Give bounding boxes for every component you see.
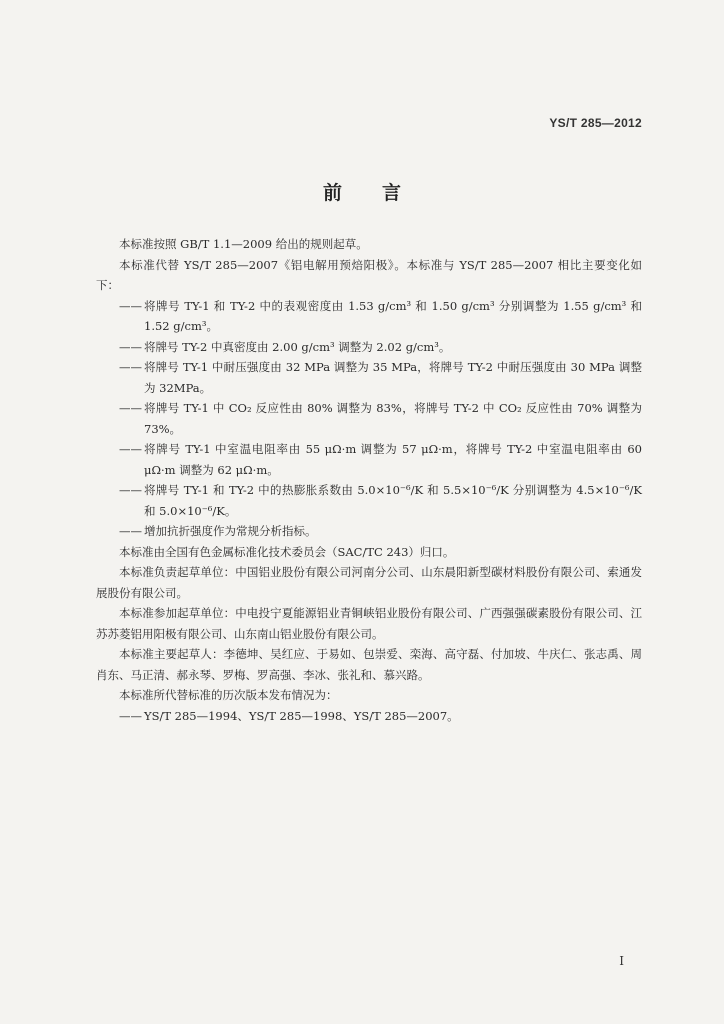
- list-item: [96, 439, 642, 480]
- list-item-text: 将牌号 TY-1 和 TY-2 中的热膨胀系数由 5.0×10⁻⁶/K 和 5.5×10⁻⁶/K 分别调整为 4.5×10⁻⁶/K 和 5.0×10⁻⁶/K。: [144, 483, 642, 518]
- list-dash: ——: [119, 339, 142, 354]
- document-code: YS/T 285—2012: [549, 116, 642, 130]
- paragraph-main-authors: 本标准主要起草人：李德坤、吴红应、于易如、包崇爱、栾海、高守磊、付加坡、牛庆仁、张志禹、周肖东、马正清、郝永琴、罗梅、罗高强、李冰、张礼和、慕兴路。: [96, 647, 642, 682]
- list-item-text: 将牌号 TY-1 中室温电阻率由 55 μΩ·m 调整为 57 μΩ·m，将牌号 TY-2 中室温电阻率由 60 μΩ·m 调整为 62 μΩ·m。: [144, 442, 642, 477]
- list-dash: ——: [119, 298, 142, 313]
- list-dash: ——: [119, 401, 142, 415]
- list-item: [96, 706, 642, 727]
- list-item: [96, 480, 642, 521]
- paragraph-lead-drafters: 本标准负责起草单位：中国铝业股份有限公司河南分公司、山东晨阳新型碳材料股份有限公司、索通发展股份有限公司。: [96, 565, 642, 600]
- list-item-text: 将牌号 TY-1 和 TY-2 中的表观密度由 1.53 g/cm³ 和 1.50 g/cm³ 分别调整为 1.55 g/cm³ 和 1.52 g/cm³。: [144, 298, 642, 333]
- list-item-text: 将牌号 TY-1 中 CO₂ 反应性由 80% 调整为 83%，将牌号 TY-2 中 CO₂ 反应性由 70% 调整为 73%。: [144, 401, 642, 436]
- page-number: I: [619, 954, 624, 968]
- list-dash: ——: [119, 708, 142, 723]
- paragraph-participating-drafters: 本标准参加起草单位：中电投宁夏能源铝业青铜峡铝业股份有限公司、广西强强碳素股份有限公司、江苏苏菱铝用阳极有限公司、山东南山铝业股份有限公司。: [96, 606, 642, 641]
- list-item-text: 将牌号 TY-2 中真密度由 2.00 g/cm³ 调整为 2.02 g/cm³。: [144, 339, 451, 354]
- list-item-text: 增加抗折强度作为常规分析指标。: [144, 524, 317, 538]
- list-item: [96, 398, 642, 439]
- list-item: [96, 337, 642, 358]
- list-dash: ——: [119, 442, 142, 456]
- foreword-body: [96, 234, 642, 726]
- list-dash: ——: [119, 483, 142, 497]
- list-item-text: 将牌号 TY-1 中耐压强度由 32 MPa 调整为 35 MPa，将牌号 TY-2 中耐压强度由 30 MPa 调整为 32MPa。: [144, 360, 642, 395]
- page-title: 前言: [322, 182, 441, 204]
- history-versions: YS/T 285—1994、YS/T 285—1998、YS/T 285—2007。: [144, 708, 459, 723]
- list-item: [96, 296, 642, 337]
- paragraph-drafting-rules: 本标准按照 GB/T 1.1—2009 给出的规则起草。: [119, 237, 368, 251]
- paragraph-committee: 本标准由全国有色金属标准化技术委员会（SAC/TC 243）归口。: [119, 544, 455, 559]
- paragraph-replaces: 本标准代替 YS/T 285—2007《铝电解用预焙阳极》。本标准与 YS/T 285—2007 相比主要变化如下：: [96, 257, 642, 292]
- paragraph-history-intro: 本标准所代替标准的历次版本发布情况为：: [119, 688, 338, 702]
- list-item: [96, 521, 642, 542]
- list-dash: ——: [119, 524, 142, 538]
- list-item: [96, 357, 642, 398]
- list-dash: ——: [119, 360, 142, 374]
